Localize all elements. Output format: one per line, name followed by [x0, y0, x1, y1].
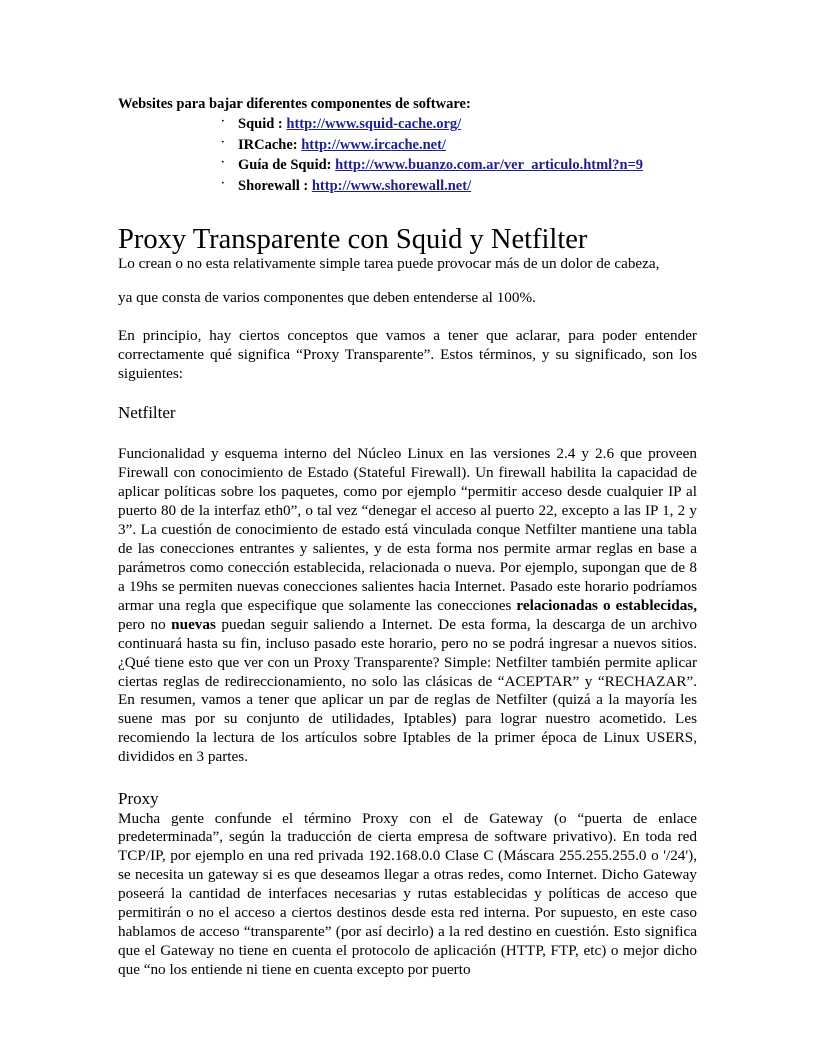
intro-line-1: Lo crean o no esta relativamente simple tarea puede provocar más de un dolor de cabeza, — [118, 255, 660, 273]
link-squid[interactable]: http://www.squid-cache.org/ — [286, 116, 462, 133]
bullet-icon: · — [221, 135, 225, 148]
proxy-paragraph: Mucha gente confunde el término Proxy con el de Gateway (o “puerta de enlace predeterminada”, según la traducción de cierta empresa de software privativo). En toda red TCP/IP, por ejemplo en una red privada 192.168.0.0 Clase C (Máscara 255.255.255.0 o '/24'), se necesita un gateway si es que deseamos llegar a otras redes, como Internet. Dicho Gateway poseerá la cantidad de interfaces necesarias y rutas establecidas y políticas de acceso que permitirán o no el acceso a ciertos destinos desde esta red interna. Por supuesto, en este caso hablamos de acceso “transparente” (por así decirlo) a la red destino en cuestión. Esto significa que el Gateway no tiene en cuenta el protocolo de aplicación (HTTP, FTP, etc) o mejor dicho que “no los entiende ni tiene en cuenta excepto por puerto — [118, 809, 697, 978]
bullet-icon: · — [221, 176, 225, 189]
spacer — [118, 767, 697, 789]
intro-line-2: ya que consta de varios componentes que deben entenderse al 100%. — [118, 289, 536, 307]
software-links-list — [118, 114, 697, 196]
spacer — [118, 384, 697, 403]
link-label: Squid : — [238, 116, 283, 133]
list-item — [118, 176, 697, 197]
netfilter-text-part-1: Funcionalidad y esquema interno del Núcleo Linux en las versiones 2.4 y 2.6 que proveen Firewall con conocimiento de Estado (Stateful Firewall). Un firewall habilita la capacidad de aplicar políticas sobre los paquetes, como por ejemplo “permitir acceso desde cualquier IP al puerto 80 de la interfaz eth0”, o tal vez “denegar el acceso al puerto 22, excepto a las IP 1, 2 y 3”. La cuestión de conocimiento de estado está vinculada conque Netfilter mantiene una tabla de las conecciones entrantes y salientes, y de esta forma nos permite armar reglas en base a parámetros como conección establecida, relacionada o nueva. Por ejemplo, supongan que de 8 a 19hs se permiten nuevas conecciones salientes hacia Internet. Pasado este horario podríamos armar una regla que especifique que solamente las conecciones — [118, 445, 697, 614]
link-label: Guía de Squid: — [238, 157, 332, 174]
link-label: Shorewall : — [238, 177, 309, 194]
link-shorewall[interactable]: http://www.shorewall.net/ — [311, 177, 472, 194]
netfilter-text-part-3: puedan seguir saliendo a Internet. De esta forma, la descarga de un archivo continuará hasta su fin, incluso pasado este horario, pero no se podrá ingresar a nuevos sitios. ¿Qué tiene esto que ver con un Proxy Transparente? Simple: Netfilter también permite aplicar ciertas reglas de redireccionamiento, no solo las clásicas de “ACEPTAR” y “RECHAZAR”. En resumen, vamos a tener que aplicar un par de reglas de Netfilter (quizá a la mayoría les suene mas por su conjunto de utilidades, Iptables) para lograr nuestro acometido. Les recomiendo la lectura de los artículos sobre Iptables de la primer época de Linux USERS, divididos en 3 partes. — [118, 615, 697, 766]
bullet-icon: · — [221, 115, 225, 128]
bullet-icon: · — [221, 156, 225, 169]
spacer — [118, 423, 697, 445]
netfilter-bold-relacionadas: relacionadas o establecidas, — [516, 596, 697, 614]
page-title: Proxy Transparente con Squid y Netfilter — [118, 223, 588, 255]
list-item — [118, 114, 697, 135]
netfilter-bold-nuevas: nuevas — [171, 615, 216, 633]
list-item — [118, 155, 697, 176]
link-label: IRCache: — [238, 136, 298, 153]
netfilter-paragraph — [118, 445, 697, 767]
link-ircache[interactable]: http://www.ircache.net/ — [301, 136, 446, 153]
spacer — [118, 274, 697, 289]
document-body — [118, 96, 697, 980]
websites-heading: Websites para bajar diferentes componentes de software: — [118, 96, 471, 112]
section-heading-netfilter: Netfilter — [118, 403, 176, 423]
section-heading-proxy: Proxy — [118, 789, 159, 809]
intro-paragraph: En principio, hay ciertos conceptos que vamos a tener que aclarar, para poder entender correctamente qué significa “Proxy Transparente”. Estos términos, y su significado, son los siguientes: — [118, 327, 697, 383]
spacer — [118, 308, 697, 327]
netfilter-text-part-2: pero no — [118, 615, 172, 633]
list-item — [118, 135, 697, 156]
link-guia-de-squid[interactable]: http://www.buanzo.com.ar/ver_articulo.html?n=9 — [335, 157, 644, 174]
